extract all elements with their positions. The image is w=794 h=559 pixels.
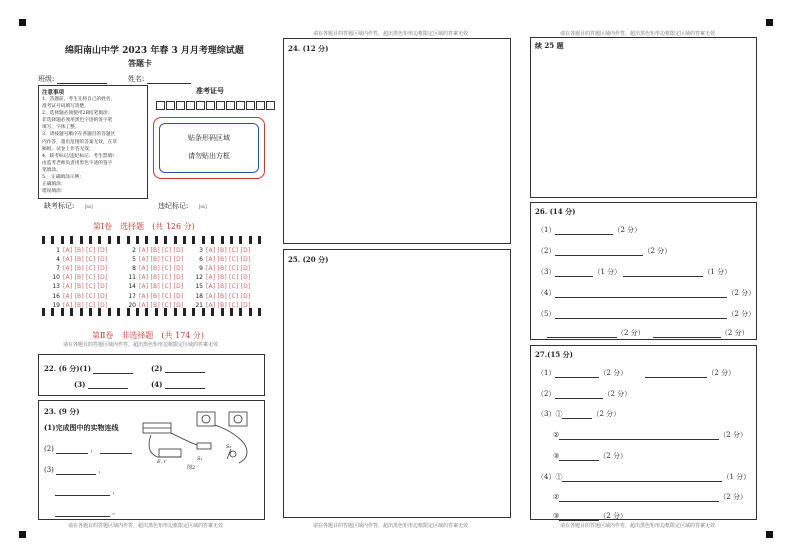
q26-box	[530, 202, 757, 340]
timing-mark	[239, 308, 242, 316]
answer-bubbles[interactable]: [A] [B] [C] [D]	[206, 292, 251, 300]
exam-id-digit[interactable]	[256, 101, 265, 110]
timing-mark	[127, 236, 130, 244]
question-number: 11	[128, 274, 136, 282]
column2-bottom-warning: 请在各题目的答题区域内作答，超出黑色矩形边框限定区域的答案无效	[313, 523, 469, 529]
barcode-line2: 请勿贴出方框	[188, 152, 230, 160]
timing-mark	[192, 308, 195, 316]
multiple-choice-grid	[50, 247, 270, 307]
notes-line: 3、请按题号顺序在各题目的答题区	[42, 132, 116, 138]
q23-part1: (1)完成图中的实物连线	[44, 423, 119, 432]
timing-mark	[211, 308, 214, 316]
q22-part1	[44, 364, 133, 374]
barcode-area	[153, 117, 265, 179]
q23-part3	[44, 465, 105, 475]
q23-comma: ，	[112, 487, 120, 495]
q27-row4c	[553, 511, 627, 521]
q27-answer-2[interactable]	[555, 391, 603, 399]
timing-mark	[51, 308, 54, 316]
timing-mark	[145, 236, 148, 244]
switch-s2	[230, 451, 236, 457]
class-input-line[interactable]	[57, 75, 107, 84]
q26-row4-score: （2 分）	[727, 289, 756, 297]
q22-p3: (3)	[74, 380, 86, 389]
timing-mark	[230, 308, 233, 316]
q26-row2	[537, 246, 671, 256]
q26-row4	[537, 288, 755, 298]
question-6-options[interactable]	[193, 256, 250, 263]
violation-label: 违纪标记:	[158, 202, 189, 210]
answer-bubbles[interactable]: [A] [B] [C] [D]	[63, 301, 108, 309]
question-number: 12	[195, 274, 203, 282]
timing-mark	[202, 236, 205, 244]
q23-period: 。	[112, 508, 120, 516]
timing-mark	[239, 236, 242, 244]
q27-row3b-sub: ②	[553, 431, 560, 439]
exam-id-digit[interactable]	[176, 101, 185, 110]
column2-top-warning: 请在各题目的答题区域内作答，超出黑色矩形边框限定区域的答案无效	[313, 31, 469, 37]
school-title: 绵阳南山中学 2023 年春 3 月月考理综试题	[65, 46, 244, 56]
q27-row4b-score: （2 分）	[719, 493, 747, 501]
answer-bubbles[interactable]: [A] [B] [C] [D]	[206, 256, 251, 264]
q23-label-s1: S₁	[197, 456, 203, 462]
exam-id-digit[interactable]	[166, 101, 175, 110]
question-number: 3	[199, 247, 203, 254]
q23-comma: ，	[98, 466, 106, 474]
q27-row4-sub: ①	[555, 473, 563, 481]
q26-answer-6a[interactable]	[547, 330, 617, 338]
timing-mark	[136, 236, 139, 244]
notes-line: 错误填涂：	[42, 189, 66, 195]
q23-head: 23. (9 分)	[44, 407, 80, 416]
timing-mark	[42, 308, 45, 316]
q26-answer-3a[interactable]	[555, 269, 593, 277]
timing-mark	[127, 308, 130, 316]
switch-s1	[197, 443, 211, 449]
timing-mark	[164, 308, 167, 316]
answer-bubbles[interactable]: [A] [B] [C] [D]	[206, 283, 251, 291]
timing-mark	[155, 308, 158, 316]
exam-id-boxes	[156, 95, 276, 114]
timing-mark	[221, 236, 224, 244]
q22-p4: (4)	[151, 380, 163, 389]
q23-comma: ，	[90, 445, 98, 453]
q23-p3: (3)	[44, 466, 54, 474]
notes-line: 1、答题前，考生先将自己的姓名、	[42, 97, 116, 102]
timing-mark	[80, 236, 83, 244]
question-15-options[interactable]	[193, 283, 250, 290]
q27-row4b-sub: ②	[553, 493, 560, 501]
q23-answer-3a[interactable]	[56, 467, 96, 475]
q27-row4b	[553, 492, 747, 502]
q26-row3-num: （3）	[537, 268, 556, 276]
question-17-options[interactable]	[126, 293, 183, 300]
notes-line: 由监考老师负责用黑色字迹的签字	[42, 160, 113, 166]
notes-line: 正确填涂：	[42, 182, 66, 188]
q27-head: 27.(15 分)	[535, 350, 573, 359]
q27-row3c-score: （2 分）	[599, 452, 627, 460]
q26-row3-score-b: （1 分）	[703, 268, 732, 276]
answer-bubbles[interactable]: [A] [B] [C] [D]	[63, 274, 108, 282]
registration-mark-top-right	[766, 19, 773, 26]
notes-line: 准考证号码填写清楚。	[42, 104, 89, 110]
answer-bubbles[interactable]: [A] [B] [C] [D]	[139, 247, 184, 254]
question-number: 2	[132, 247, 136, 254]
question-number: 19	[52, 301, 60, 309]
absent-label: 缺考标记:	[44, 202, 75, 210]
section2-title: 第Ⅱ卷 非选择题 (共 174 分)	[92, 331, 205, 340]
answer-bubbles[interactable]: [A] [B] [C] [D]	[139, 256, 184, 264]
q23-box	[38, 400, 265, 520]
class-field	[38, 74, 107, 84]
notes-line: 笔填涂。	[42, 167, 61, 173]
timing-mark	[51, 236, 54, 244]
notes-line: 填写，字体工整。	[42, 125, 80, 131]
class-label: 班级:	[38, 75, 55, 83]
q27-row1	[537, 368, 735, 378]
timing-mark	[61, 308, 64, 316]
q27-row2	[537, 389, 631, 399]
q27-row3	[537, 409, 620, 419]
q23-label-er: E, r	[157, 459, 167, 465]
q27-row1-num: （1）	[537, 369, 556, 377]
name-input-line[interactable]	[147, 75, 191, 84]
timing-mark	[108, 236, 111, 244]
q26-row1-num: （1）	[537, 226, 556, 234]
q27-answer-4-3[interactable]	[559, 513, 599, 521]
question-8-options[interactable]	[126, 265, 183, 272]
q26-answer-6b[interactable]	[653, 330, 721, 338]
timing-mark	[89, 236, 92, 244]
q24-box	[283, 38, 511, 244]
q27-row4	[537, 472, 750, 482]
exam-id-digit[interactable]	[196, 101, 205, 110]
timing-mark	[42, 236, 45, 244]
question-14-options[interactable]	[126, 283, 183, 290]
q26-row5-score: （2 分）	[727, 310, 756, 318]
column3-top-warning: 请在各题目的答题区域内作答，超出黑色矩形边框限定区域的答案无效	[560, 31, 716, 37]
q23-answer-2a[interactable]	[56, 446, 88, 454]
question-18-options[interactable]	[193, 293, 250, 300]
notes-line: 5、 正确填涂示例：	[42, 175, 84, 181]
question-21-options[interactable]	[193, 302, 250, 309]
exam-id-digit[interactable]	[206, 101, 215, 110]
answer-bubbles[interactable]: [A] [B] [C] [D]	[139, 301, 184, 309]
q27-answer-4-2[interactable]	[559, 494, 719, 502]
card-label: 答题卡	[128, 58, 152, 68]
q22-answer-4[interactable]	[165, 381, 205, 389]
question-number: 10	[52, 274, 60, 282]
column1-bottom-warning: 请在各题目的答题区域内作答，超出黑色矩形边框限定区域的答案无效	[68, 523, 224, 529]
timing-marks-top	[42, 236, 262, 244]
q27-row4-score: （1 分）	[722, 473, 751, 481]
question-10-options[interactable]	[50, 274, 107, 281]
timing-mark	[221, 308, 224, 316]
question-number: 16	[52, 292, 60, 300]
answer-bubbles[interactable]: [A] [B] [C] [D]	[139, 292, 184, 300]
q27-row3c-sub: ③	[553, 452, 560, 460]
answer-bubbles[interactable]: [A] [B] [C] [D]	[63, 292, 108, 300]
question-number: 20	[128, 301, 136, 309]
q23-label-s2: S₂	[226, 444, 232, 450]
timing-mark	[230, 236, 233, 244]
registration-mark-top-left	[19, 19, 26, 26]
q27-row3b	[553, 430, 747, 440]
notes-line: 4、缺考标记/违纪标记：考生禁填!	[42, 153, 115, 159]
q26-row6-score-b: （2 分）	[720, 329, 749, 337]
timing-mark	[80, 308, 83, 316]
timing-mark	[145, 308, 148, 316]
q22-part2	[151, 364, 205, 373]
q27-row3b-score: （2 分）	[719, 431, 747, 439]
notes-line: 非选择题必须用黑色字迹的签字笔	[42, 118, 113, 124]
q27-row4c-score: （2 分）	[599, 512, 627, 520]
timing-mark	[117, 236, 120, 244]
q27-answer-4-1[interactable]	[562, 474, 722, 482]
q25-box	[283, 249, 511, 518]
q23-part3b	[55, 486, 119, 496]
q26-row6-score-a: （2 分）	[617, 329, 645, 337]
absent-mark	[44, 201, 93, 211]
q26-row3-score-a: （1 分）	[593, 268, 622, 276]
exam-id-digit[interactable]	[216, 101, 225, 110]
absent-box[interactable]: [ss]	[84, 205, 93, 210]
q23-answer-3b[interactable]	[55, 488, 110, 496]
answer-bubbles[interactable]: [A] [B] [C] [D]	[206, 247, 251, 254]
question-1-options[interactable]	[50, 247, 107, 254]
question-number: 9	[199, 265, 203, 273]
name-label: 姓名:	[128, 75, 145, 83]
q23-label-fig: 图2	[187, 465, 196, 471]
question-number: 8	[132, 265, 136, 273]
q26-row5-num: （5）	[537, 310, 556, 318]
question-3-options[interactable]	[193, 247, 250, 254]
answer-bubbles[interactable]: [A] [B] [C] [D]	[63, 265, 108, 273]
timing-mark	[117, 308, 120, 316]
notes-line: 内作答，超出范围的答案无效，在草	[42, 139, 118, 145]
timing-mark	[183, 236, 186, 244]
exam-id-digit[interactable]	[226, 101, 235, 110]
question-number: 5	[132, 256, 136, 264]
timing-mark	[70, 236, 73, 244]
q25-continued-box	[530, 37, 757, 198]
timing-mark	[98, 236, 101, 244]
q27-row1-score-a: （2 分）	[599, 369, 628, 377]
q26-answer-4[interactable]	[555, 290, 727, 298]
q23-part2	[44, 444, 132, 454]
timing-mark	[89, 308, 92, 316]
timing-mark	[98, 308, 101, 316]
question-4-options[interactable]	[50, 256, 107, 263]
q23-p2: (2)	[44, 445, 54, 453]
registration-mark-bottom-right	[766, 531, 773, 538]
timing-mark	[202, 308, 205, 316]
timing-mark	[136, 308, 139, 316]
timing-mark	[108, 308, 111, 316]
q22-part4	[151, 380, 205, 389]
timing-marks-bottom	[42, 308, 262, 316]
timing-mark	[249, 236, 252, 244]
answer-bubbles[interactable]: [A] [B] [C] [D]	[63, 283, 108, 291]
exam-id-label: 准考证号	[196, 86, 224, 95]
meter-1	[197, 412, 215, 426]
answer-bubbles[interactable]: [A] [B] [C] [D]	[139, 283, 184, 291]
question-9-options[interactable]	[193, 265, 250, 272]
answer-bubbles[interactable]: [A] [B] [C] [D]	[63, 256, 108, 264]
q27-row2-num: （2）	[537, 390, 556, 398]
question-5-options[interactable]	[126, 256, 183, 263]
q26-answer-2[interactable]	[555, 248, 643, 256]
q23-part3c	[55, 507, 119, 517]
timing-mark	[70, 308, 73, 316]
timing-mark	[258, 308, 261, 316]
q22-p2: (2)	[151, 364, 163, 373]
q25-head: 25. (20 分)	[288, 255, 329, 264]
section1-title: 第Ⅰ卷 选择题 (共 126 分)	[93, 222, 195, 231]
q27-row3c	[553, 451, 627, 461]
q27-answer-3-1[interactable]	[562, 411, 592, 419]
q26-answer-1[interactable]	[555, 227, 613, 235]
q27-row2-score: （2 分）	[603, 390, 632, 398]
timing-mark	[192, 236, 195, 244]
exam-id-digit[interactable]	[156, 101, 165, 110]
q27-answer-1b[interactable]	[645, 370, 707, 378]
timing-mark	[249, 308, 252, 316]
notes-box	[38, 85, 148, 199]
exam-id-digit[interactable]	[186, 101, 195, 110]
timing-mark	[258, 236, 261, 244]
q26-row3	[537, 267, 731, 277]
q26-row2-score: （2 分）	[643, 247, 672, 255]
section2-warning: 请在各题目的答题区域内作答，超出黑色矩形边框限定区域的答案无效	[63, 342, 219, 348]
battery	[159, 449, 181, 457]
timing-mark	[155, 236, 158, 244]
q24-head: 24. (12 分)	[288, 44, 329, 53]
violation-box[interactable]: [ss]	[198, 205, 207, 210]
exam-id-digit[interactable]	[266, 101, 275, 110]
barcode-line1: 贴条形码区域	[188, 134, 230, 142]
timing-mark	[183, 308, 186, 316]
question-number: 21	[195, 301, 203, 309]
q22-answer-1[interactable]	[93, 366, 133, 374]
timing-mark	[174, 308, 177, 316]
exam-id-digit[interactable]	[236, 101, 245, 110]
q22-answer-3[interactable]	[88, 381, 128, 389]
question-number: 18	[195, 292, 203, 300]
question-20-options[interactable]	[126, 302, 183, 309]
answer-bubbles[interactable]: [A] [B] [C] [D]	[206, 265, 251, 273]
meter-2	[229, 412, 247, 426]
q27-row3-sub: ①	[555, 410, 563, 418]
q22-part3	[74, 380, 128, 389]
question-16-options[interactable]	[50, 293, 107, 300]
question-7-options[interactable]	[50, 265, 107, 272]
q27-answer-3-2[interactable]	[559, 432, 719, 440]
q26-row6	[547, 328, 749, 338]
q26-row4-num: （4）	[537, 289, 556, 297]
notes-line: 稿纸、试卷上作答无效。	[42, 146, 94, 152]
answer-bubbles[interactable]: [A] [B] [C] [D]	[206, 274, 251, 282]
q27-row1-score-b: （2 分）	[707, 369, 736, 377]
q27-row3-score: （2 分）	[592, 410, 621, 418]
answer-bubbles[interactable]: [A] [B] [C] [D]	[206, 301, 251, 309]
q26-head: 26. (14 分)	[535, 207, 576, 216]
answer-bubbles[interactable]: [A] [B] [C] [D]	[139, 274, 184, 282]
q22-head: 22. (6 分)(1)	[44, 364, 92, 373]
answer-bubbles[interactable]: [A] [B] [C] [D]	[139, 265, 184, 273]
question-number: 15	[195, 283, 203, 291]
question-number: 7	[56, 265, 60, 273]
q27-box	[530, 345, 757, 520]
column3-bottom-warning: 请在各题目的答题区域内作答，超出黑色矩形边框限定区域的答案无效	[560, 523, 716, 529]
timing-mark	[211, 236, 214, 244]
exam-id-digit[interactable]	[246, 101, 255, 110]
q27-row3-num: （3）	[537, 410, 556, 418]
q25-continued-head: 续 25 题	[535, 41, 564, 50]
question-13-options[interactable]	[50, 283, 107, 290]
q26-row1	[537, 225, 641, 235]
question-number: 4	[56, 256, 60, 264]
timing-mark	[174, 236, 177, 244]
q26-row5	[537, 309, 755, 319]
notes-line: 2、选择题必须使用2B铅笔填涂；	[42, 111, 113, 117]
q27-row4-num: （4）	[537, 473, 556, 481]
timing-mark	[164, 236, 167, 244]
q27-answer-1a[interactable]	[555, 370, 599, 378]
q23-answer-3c[interactable]	[55, 509, 110, 517]
question-12-options[interactable]	[193, 274, 250, 281]
registration-mark-bottom-left	[19, 531, 26, 538]
q27-answer-3-3[interactable]	[559, 453, 599, 461]
timing-mark	[61, 236, 64, 244]
question-number: 1	[56, 247, 60, 254]
q26-row2-num: （2）	[537, 247, 556, 255]
question-11-options[interactable]	[126, 274, 183, 281]
q22-box	[38, 354, 265, 396]
question-number: 14	[128, 283, 136, 291]
q27-row4c-sub: ③	[553, 512, 560, 520]
q26-row1-score: （2 分）	[613, 226, 642, 234]
notes-title: 注意事项	[42, 90, 65, 96]
q26-answer-5[interactable]	[555, 311, 727, 319]
violation-mark	[158, 201, 207, 211]
question-number: 6	[199, 256, 203, 264]
question-2-options[interactable]	[126, 247, 183, 254]
q22-answer-2[interactable]	[165, 365, 205, 373]
question-19-options[interactable]	[50, 302, 107, 309]
q23-answer-2b[interactable]	[100, 446, 132, 454]
question-number: 13	[52, 283, 60, 291]
answer-bubbles[interactable]: [A] [B] [C] [D]	[63, 247, 108, 254]
notes-lines	[42, 96, 144, 195]
question-number: 17	[128, 292, 136, 300]
q26-answer-3b[interactable]	[623, 269, 703, 277]
name-field	[128, 74, 191, 84]
